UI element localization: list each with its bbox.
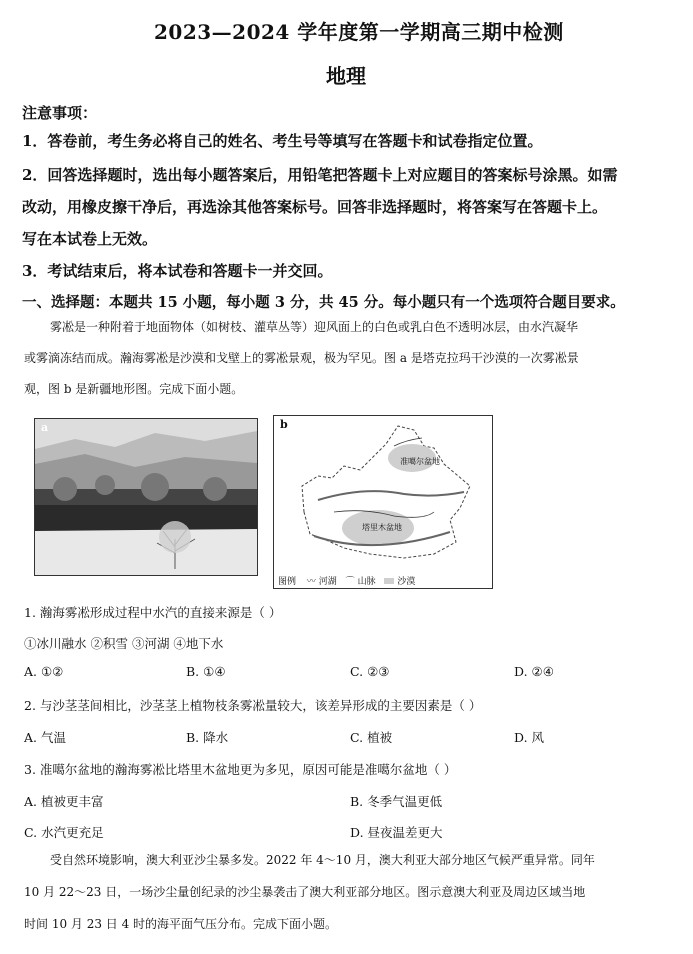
tianshan-mountains	[318, 491, 464, 500]
intro-line-2: 或雾滴冻结而成。瀚海雾凇是沙漠和戈壁上的雾凇景观，极为罕见。图 a 是塔克拉玛干沙漠的一次雾凇景	[24, 351, 579, 365]
note-line-1: 1．答卷前，考生务必将自己的姓名、考生号等填写在答题卡和试卷指定位置。	[22, 132, 543, 150]
figure-a-photo	[34, 418, 258, 576]
question-2-option-b[interactable]: B. 降水	[186, 730, 229, 745]
note-line-4: 写在本试卷上无效。	[22, 230, 158, 248]
question-3-option-a[interactable]: A. 植被更丰富	[24, 794, 104, 809]
passage-2-line-1: 受自然环境影响，澳大利亚沙尘暴多发。2022 年 4～10 月，澳大利亚大部分地区气候严重异常。同年	[50, 853, 595, 867]
question-1-option-a[interactable]: A. ①②	[24, 664, 64, 679]
question-2-option-c[interactable]: C. 植被	[350, 730, 393, 745]
question-1-option-c[interactable]: C. ②③	[350, 664, 390, 679]
question-3-option-d[interactable]: D. 昼夜温差更大	[350, 825, 443, 840]
tarim-basin-label: 塔里木盆地	[362, 523, 402, 532]
note-line-3: 改动，用橡皮擦干净后，再选涂其他答案标号。回答非选择题时，将答案写在答题卡上。	[22, 198, 608, 216]
passage-2-line-3: 时间 10 月 23 日 4 时的海平面气压分布。完成下面小题。	[24, 917, 338, 931]
question-3-stem: 3. 准噶尔盆地的瀚海雾凇比塔里木盆地更为多见，原因可能是准噶尔盆地（ ）	[24, 762, 457, 777]
map-legend	[278, 574, 415, 587]
question-2-option-a[interactable]: A. 气温	[24, 730, 66, 745]
junggar-basin-label: 准噶尔盆地	[400, 457, 440, 466]
notes-heading: 注意事项：	[22, 104, 98, 122]
legend-desert-icon	[384, 578, 394, 584]
question-1-stem: 1. 瀚海雾凇形成过程中水汽的直接来源是（ ）	[24, 605, 282, 620]
figure-b-map	[273, 415, 493, 589]
legend-mountain: 山脉	[357, 577, 376, 587]
subject-title: 地理	[326, 64, 366, 88]
note-line-5: 3．考试结束后，将本试卷和答题卡一并交回。	[22, 262, 333, 280]
legend-desert: 沙漠	[397, 577, 416, 587]
xinjiang-map	[274, 416, 492, 566]
section-heading: 一、选择题：本题共 15 小题，每小题 3 分，共 45 分。每小题只有一个选项符合题目要求。	[22, 294, 625, 311]
rime-landscape-image	[35, 419, 257, 575]
passage-2-line-2: 10 月 22～23 日，一场沙尘量创纪录的沙尘暴袭击了澳大利亚部分地区。图示意澳大利亚及周边区域当地	[24, 885, 586, 899]
question-3-option-c[interactable]: C. 水汽更充足	[24, 825, 104, 840]
intro-line-3: 观，图 b 是新疆地形图。完成下面小题。	[24, 382, 244, 396]
question-1-sub: ①冰川融水 ②积雪 ③河湖 ④地下水	[24, 636, 224, 651]
figure-b-label: b	[280, 418, 288, 431]
legend-prefix: 图例	[278, 577, 297, 587]
question-1-option-d[interactable]: D. ②④	[514, 664, 554, 679]
question-3-option-b[interactable]: B. 冬季气温更低	[350, 794, 443, 809]
exam-title: 2023—2024 学年度第一学期高三期中检测	[154, 20, 564, 44]
question-2-stem: 2. 与沙茎茎间相比，沙茎茎上植物枝条雾凇量较大，该差异形成的主要因素是（ ）	[24, 698, 482, 713]
legend-river-icon: 〰	[306, 577, 316, 587]
question-2-option-d[interactable]: D. 风	[514, 730, 545, 745]
question-1-option-b[interactable]: B. ①④	[186, 664, 226, 679]
legend-mountain-icon: ⌒	[345, 577, 355, 587]
intro-line-1: 雾凇是一种附着于地面物体（如树枝、灌草丛等）迎风面上的白色或乳白色不透明冰层，由水汽凝华	[50, 320, 579, 334]
figure-a-label: a	[41, 421, 49, 434]
note-line-2: 2．回答选择题时，选出每小题答案后，用铅笔把答题卡上对应题目的答案标号涂黑。如需	[22, 166, 618, 184]
legend-river: 河湖	[318, 577, 337, 587]
